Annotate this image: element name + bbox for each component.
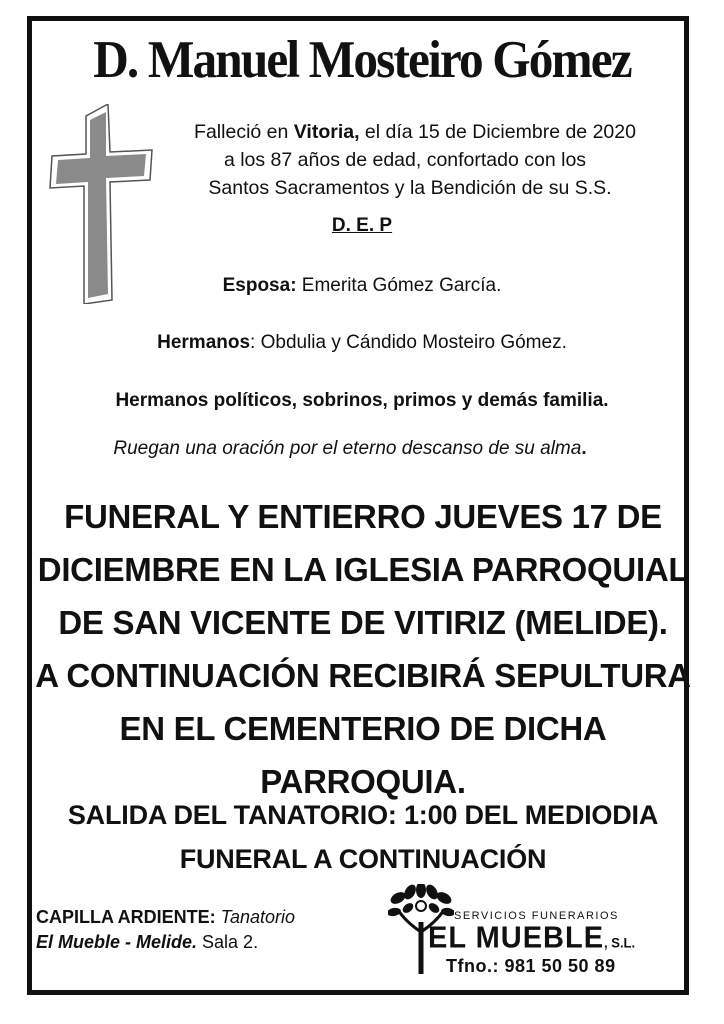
dep-text: D. E. P xyxy=(331,215,393,236)
logo-brand-name: EL MUEBLE xyxy=(428,921,605,955)
spouse-name: Emerita Gómez García. xyxy=(296,275,502,296)
intro-line-3: Santos Sacramentos y la Bendición de su S.S. xyxy=(208,177,612,199)
intro-city: Vitoria, xyxy=(293,121,360,143)
departure-line: SALIDA DEL TANATORIO: 1:00 DEL MEDIODIA xyxy=(67,800,659,830)
siblings-line xyxy=(0,332,724,354)
prayer-line xyxy=(0,438,700,460)
logo-phone: Tfno.: 981 50 50 89 xyxy=(446,956,616,976)
chapel-place: Tanatorio xyxy=(215,907,296,927)
funeral-line: EN EL CEMENTERIO DE DICHA PARROQUIA. xyxy=(119,710,607,800)
death-notice-text xyxy=(150,118,680,202)
prayer-end: . xyxy=(581,438,587,459)
funeral-line: DICIEMBRE EN LA IGLESIA PARROQUIAL xyxy=(37,551,689,588)
funeral-details xyxy=(32,490,694,808)
chapel-room: Sala 2. xyxy=(197,932,259,952)
funeral-line: FUNERAL Y ENTIERRO JUEVES 17 DE xyxy=(64,498,662,535)
logo-services-text: SERVICIOS FUNERARIOS xyxy=(454,910,619,922)
spouse-line xyxy=(0,275,724,297)
chapel-line-2 xyxy=(36,930,295,955)
spouse-label: Esposa: xyxy=(222,275,297,296)
intro-line-2: a los 87 años de edad, confortado con los xyxy=(223,149,587,171)
siblings-label: Hermanos xyxy=(157,332,251,353)
cross-icon xyxy=(48,104,154,304)
departure-details xyxy=(32,793,694,881)
funeral-line: DE SAN VICENTE DE VITIRIZ (MELIDE). xyxy=(58,604,668,641)
prayer-text: Ruegan una oración por el eterno descanso de su alma xyxy=(113,438,582,459)
family-line: Hermanos políticos, sobrinos, primos y demás familia. xyxy=(115,390,609,411)
siblings-names: : Obdulia y Cándido Mosteiro Gómez. xyxy=(250,332,567,353)
intro-text: Falleció en xyxy=(194,121,294,143)
logo-brand-suffix: , S.L. xyxy=(604,934,636,951)
logo-brand xyxy=(428,921,635,956)
chapel-line-1 xyxy=(36,905,295,930)
dep-heading xyxy=(0,215,724,237)
chapel-place-2: El Mueble - Melide. xyxy=(36,932,198,952)
chapel-details xyxy=(36,905,295,955)
intro-date: el día 15 de Diciembre de 2020 xyxy=(359,121,636,143)
intro-line-1 xyxy=(150,118,680,146)
deceased-name: D. Manuel Mosteiro Gómez xyxy=(93,31,631,89)
departure-line: FUNERAL A CONTINUACIÓN xyxy=(179,844,547,874)
funeral-line: A CONTINUACIÓN RECIBIRÁ SEPULTURA xyxy=(35,657,691,694)
funeral-home-logo xyxy=(388,884,658,979)
chapel-label: CAPILLA ARDIENTE: xyxy=(36,907,216,927)
